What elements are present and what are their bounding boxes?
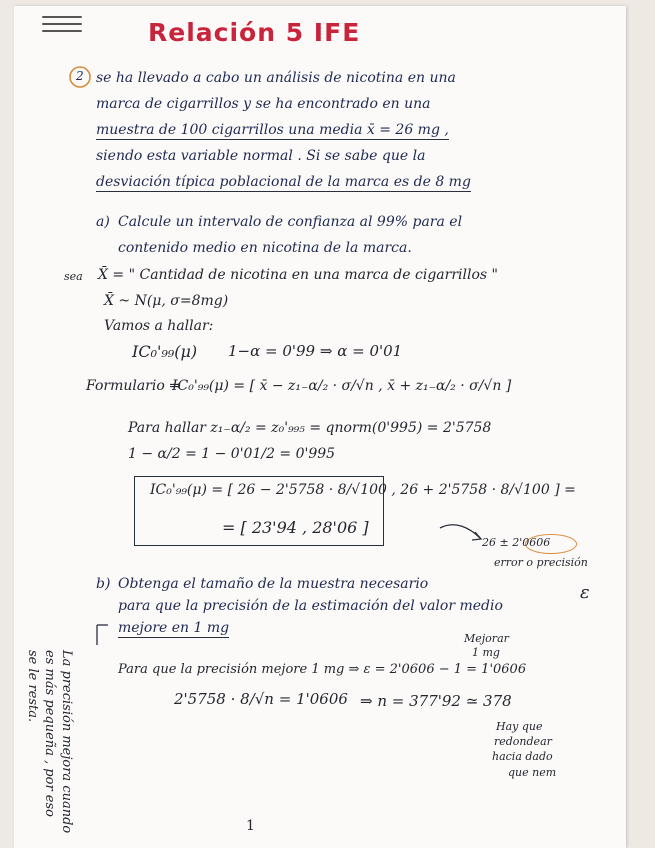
statement-line-3: muestra de 100 cigarrillos una media x̄ = 26 mg , bbox=[96, 122, 449, 138]
margin-annotation: 26 ± 2'0606 bbox=[482, 536, 551, 549]
part-a-question-1: Calcule un intervalo de confianza al 99% para el bbox=[118, 214, 463, 230]
alpha-equation: 1−α = 0'99 ⇒ α = 0'01 bbox=[228, 342, 403, 360]
ic-substituted: IC₀'₉₉(μ) = [ 26 − 2'5758 · 8/√100 , 26 + 2'5758 · 8/√100 ] = bbox=[150, 482, 576, 498]
side-note-1: Hay que bbox=[496, 720, 543, 733]
annotation-note: error o precisión bbox=[494, 556, 588, 569]
ic-result: = [ 23'94 , 28'06 ] bbox=[222, 518, 369, 537]
statement-line-4: siendo esta variable normal . Si se sabe que la bbox=[96, 148, 426, 164]
vertical-note-2: es más pequeña , por eso bbox=[42, 650, 57, 817]
one-minus-alpha: 1 − α/2 = 1 − 0'01/2 = 0'995 bbox=[128, 446, 336, 462]
sea-label: sea bbox=[64, 270, 83, 283]
page-number: 1 bbox=[246, 818, 255, 834]
mejorar-label: Mejorar bbox=[464, 632, 509, 645]
statement-line-5: desviación típica poblacional de la marca es de 8 mg bbox=[96, 174, 471, 190]
n-equation: 2'5758 · 8/√n = 1'0606 bbox=[174, 690, 348, 708]
ic-label: IC₀'₉₉(μ) bbox=[132, 342, 198, 361]
statement-line-2: marca de cigarrillos y se ha encontrado en una bbox=[96, 96, 431, 112]
vamos-hallar: Vamos a hallar: bbox=[104, 318, 214, 334]
epsilon-symbol: ε bbox=[580, 582, 590, 603]
part-a-label: a) bbox=[96, 214, 110, 230]
vertical-note-1: La precisión mejora cuando bbox=[59, 650, 74, 834]
part-a-question-2: contenido medio en nicotina de la marca. bbox=[118, 240, 412, 256]
mejorar-value: 1 mg bbox=[472, 646, 500, 659]
vertical-margin-note bbox=[24, 650, 75, 833]
side-note-4: que nem bbox=[508, 766, 557, 779]
para-que-line: Para que la precisión mejore 1 mg ⇒ ε = 2'0606 − 1 = 1'0606 bbox=[118, 662, 527, 677]
side-note-2: redondear bbox=[494, 735, 552, 748]
part-b-question-3: mejore en 1 mg bbox=[118, 620, 230, 636]
side-note-3: hacia dado bbox=[492, 750, 553, 763]
part-b-question-1: Obtenga el tamaño de la muestra necesario bbox=[118, 576, 429, 592]
page-title: Relación 5 IFE bbox=[148, 18, 361, 47]
part-b-label: b) bbox=[96, 576, 111, 592]
formulario-label: Formulario ⇒ bbox=[86, 378, 181, 394]
part-b-question-2: para que la precisión de la estimación del valor medio bbox=[118, 598, 503, 614]
binding-marks bbox=[42, 16, 82, 37]
distribution: X̄ ~ N(μ, σ=8mg) bbox=[104, 293, 229, 309]
variable-definition: X̄ = " Cantidad de nicotina en una marca de cigarrillos " bbox=[98, 267, 498, 283]
para-hallar: Para hallar z₁₋α/₂ = z₀'₉₉₅ = qnorm(0'995) = 2'5758 bbox=[128, 420, 492, 436]
n-result: ⇒ n = 377'92 ≃ 378 bbox=[360, 692, 512, 710]
statement-line-1: se ha llevado a cabo un análisis de nicotina en una bbox=[96, 70, 456, 86]
formula: IC₀'₉₉(μ) = [ x̄ − z₁₋α/₂ · σ/√n , x̄ + z₁₋α/₂ · σ/√n ] bbox=[172, 378, 512, 394]
vertical-note-3: se le resta. bbox=[25, 650, 40, 723]
problem-number: 2 bbox=[76, 69, 84, 83]
